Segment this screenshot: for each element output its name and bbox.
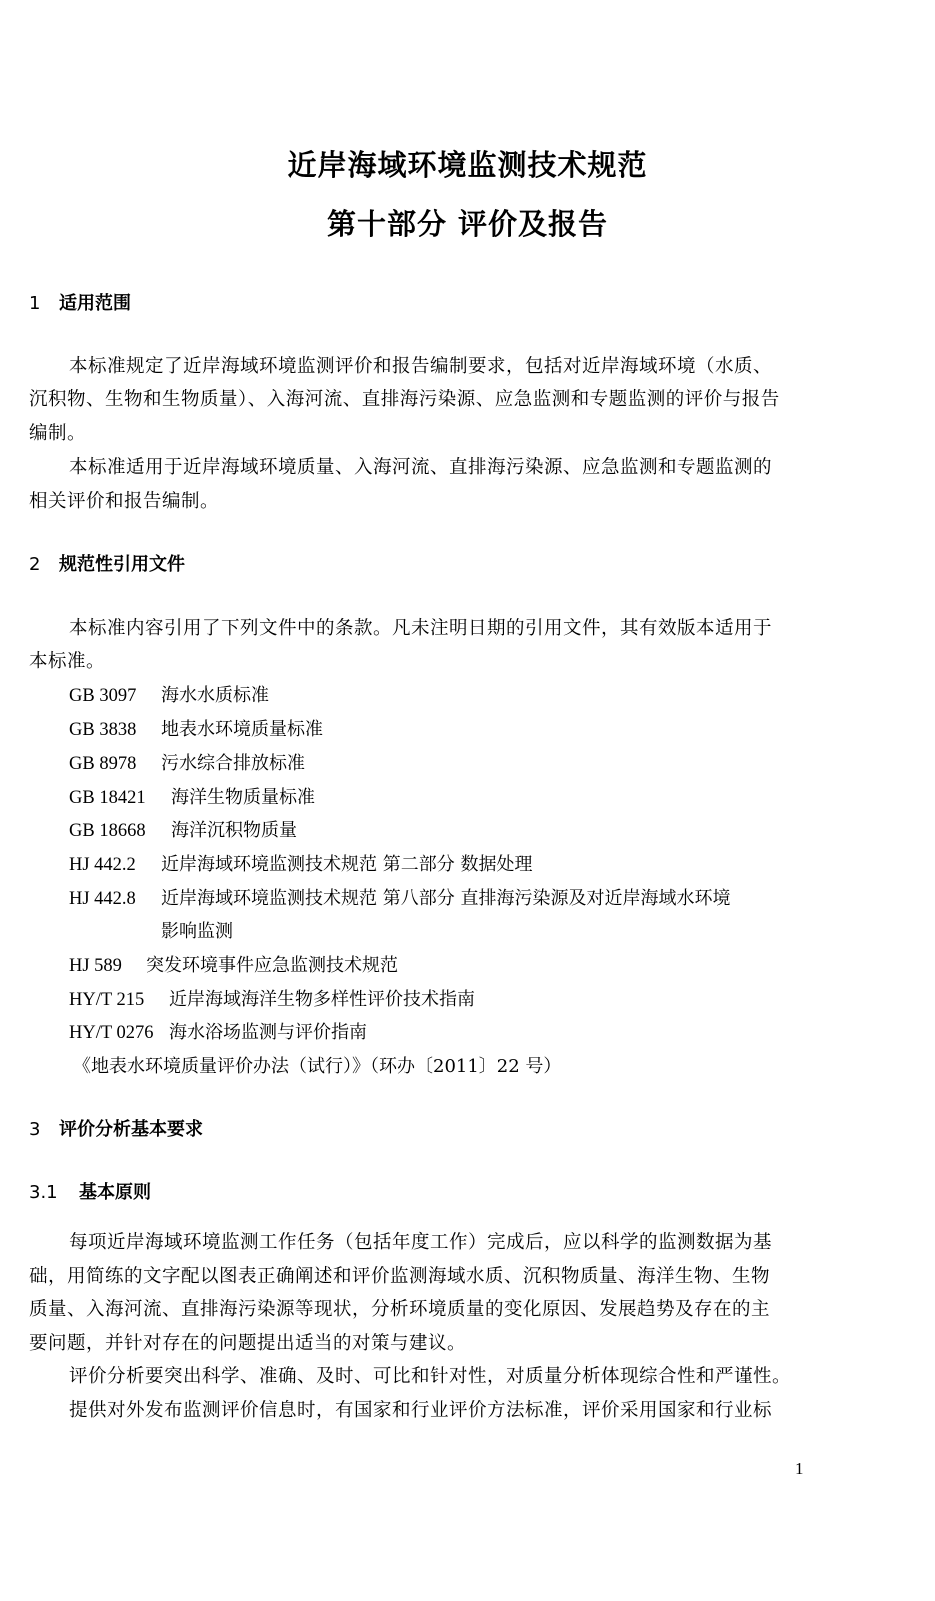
- reference-name: 污水综合排放标准: [161, 753, 305, 774]
- paragraph-line: 沉积物、生物和生物质量）、入海河流、直排海污染源、应急监测和专题监测的评价与报告: [29, 389, 780, 410]
- paragraph-line: 每项近岸海域环境监测工作任务（包括年度工作）完成后，应以科学的监测数据为基: [69, 1232, 773, 1253]
- reference-name: 近岸海域环境监测技术规范 第八部分 直排海污染源及对近岸海域水环境: [161, 888, 731, 909]
- paragraph-line: 要问题，并针对存在的问题提出适当的对策与建议。: [29, 1333, 467, 1354]
- reference-item: [69, 1018, 367, 1044]
- reference-name: 海洋沉积物质量: [171, 820, 297, 841]
- reference-code: HY/T 215: [69, 990, 145, 1010]
- section-number: 2: [29, 554, 41, 575]
- section-title: 规范性引用文件: [59, 554, 185, 575]
- reference-item: [69, 951, 398, 977]
- section-number: 1: [29, 293, 41, 314]
- reference-name: 近岸海域环境监测技术规范 第二部分 数据处理: [161, 854, 533, 875]
- section-3-heading: [29, 1115, 203, 1141]
- reference-name: 地表水环境质量标准: [161, 719, 323, 740]
- reference-code: GB 18668: [69, 821, 146, 841]
- paragraph-line: 评价分析要突出科学、准确、及时、可比和针对性，对质量分析体现综合性和严谨性。: [69, 1366, 792, 1387]
- paragraph-line: 本标准。: [29, 651, 106, 672]
- section-title: 评价分析基本要求: [59, 1119, 203, 1140]
- reference-item: [69, 816, 297, 842]
- reference-name: 近岸海域海洋生物多样性评价技术指南: [169, 989, 475, 1010]
- reference-continuation: 影响监测: [161, 921, 233, 942]
- reference-item: [69, 884, 730, 910]
- reference-item: [69, 850, 532, 876]
- document-subtitle: 第十部分 评价及报告: [326, 207, 609, 241]
- reference-code: HJ 589: [69, 956, 122, 976]
- reference-item: [69, 783, 315, 809]
- paragraph-line: 本标准适用于近岸海域环境质量、入海河流、直排海污染源、应急监测和专题监测的: [69, 457, 773, 478]
- section-2-heading: [29, 550, 185, 576]
- reference-code: GB 3097: [69, 686, 137, 706]
- document-title: 近岸海域环境监测技术规范: [287, 148, 648, 182]
- section-3-1-heading: [29, 1178, 151, 1204]
- paragraph-line: 本标准规定了近岸海域环境监测评价和报告编制要求，包括对近岸海域环境（水质、: [69, 356, 773, 377]
- section-number: 3: [29, 1119, 41, 1140]
- paragraph-line: 质量、入海河流、直排海污染源等现状，分析环境质量的变化原因、发展趋势及存在的主: [29, 1299, 771, 1320]
- reference-code: GB 18421: [69, 788, 146, 808]
- section-title: 适用范围: [59, 293, 131, 314]
- reference-code: HJ 442.8: [69, 889, 136, 909]
- reference-item-last: 《地表水环境质量评价办法（试行）》（环办〔2011〕22 号）: [73, 1056, 562, 1077]
- reference-code: GB 3838: [69, 720, 137, 740]
- reference-name: 海水水质标准: [161, 685, 269, 706]
- reference-name: 海洋生物质量标准: [171, 787, 315, 808]
- reference-item: [69, 681, 269, 707]
- reference-name: 突发环境事件应急监测技术规范: [146, 955, 398, 976]
- reference-code: GB 8978: [69, 754, 137, 774]
- reference-code: HJ 442.2: [69, 855, 136, 875]
- paragraph-line: 提供对外发布监测评价信息时，有国家和行业评价方法标准，评价采用国家和行业标: [69, 1400, 773, 1421]
- reference-name: 海水浴场监测与评价指南: [169, 1022, 367, 1043]
- reference-item: [69, 715, 323, 741]
- section-1-heading: [29, 289, 131, 315]
- reference-item: [69, 749, 305, 775]
- section-number: 3.1: [29, 1182, 58, 1203]
- paragraph-line: 本标准内容引用了下列文件中的条款。凡未注明日期的引用文件，其有效版本适用于: [69, 618, 773, 639]
- paragraph-line: 础，用简练的文字配以图表正确阐述和评价监测海域水质、沉积物质量、海洋生物、生物: [29, 1266, 771, 1287]
- reference-code: HY/T 0276: [69, 1023, 154, 1043]
- paragraph-line: 编制。: [29, 423, 87, 444]
- reference-item: [69, 985, 475, 1011]
- page-number: 1: [795, 1459, 804, 1478]
- section-title: 基本原则: [79, 1182, 151, 1203]
- paragraph-line: 相关评价和报告编制。: [29, 491, 220, 512]
